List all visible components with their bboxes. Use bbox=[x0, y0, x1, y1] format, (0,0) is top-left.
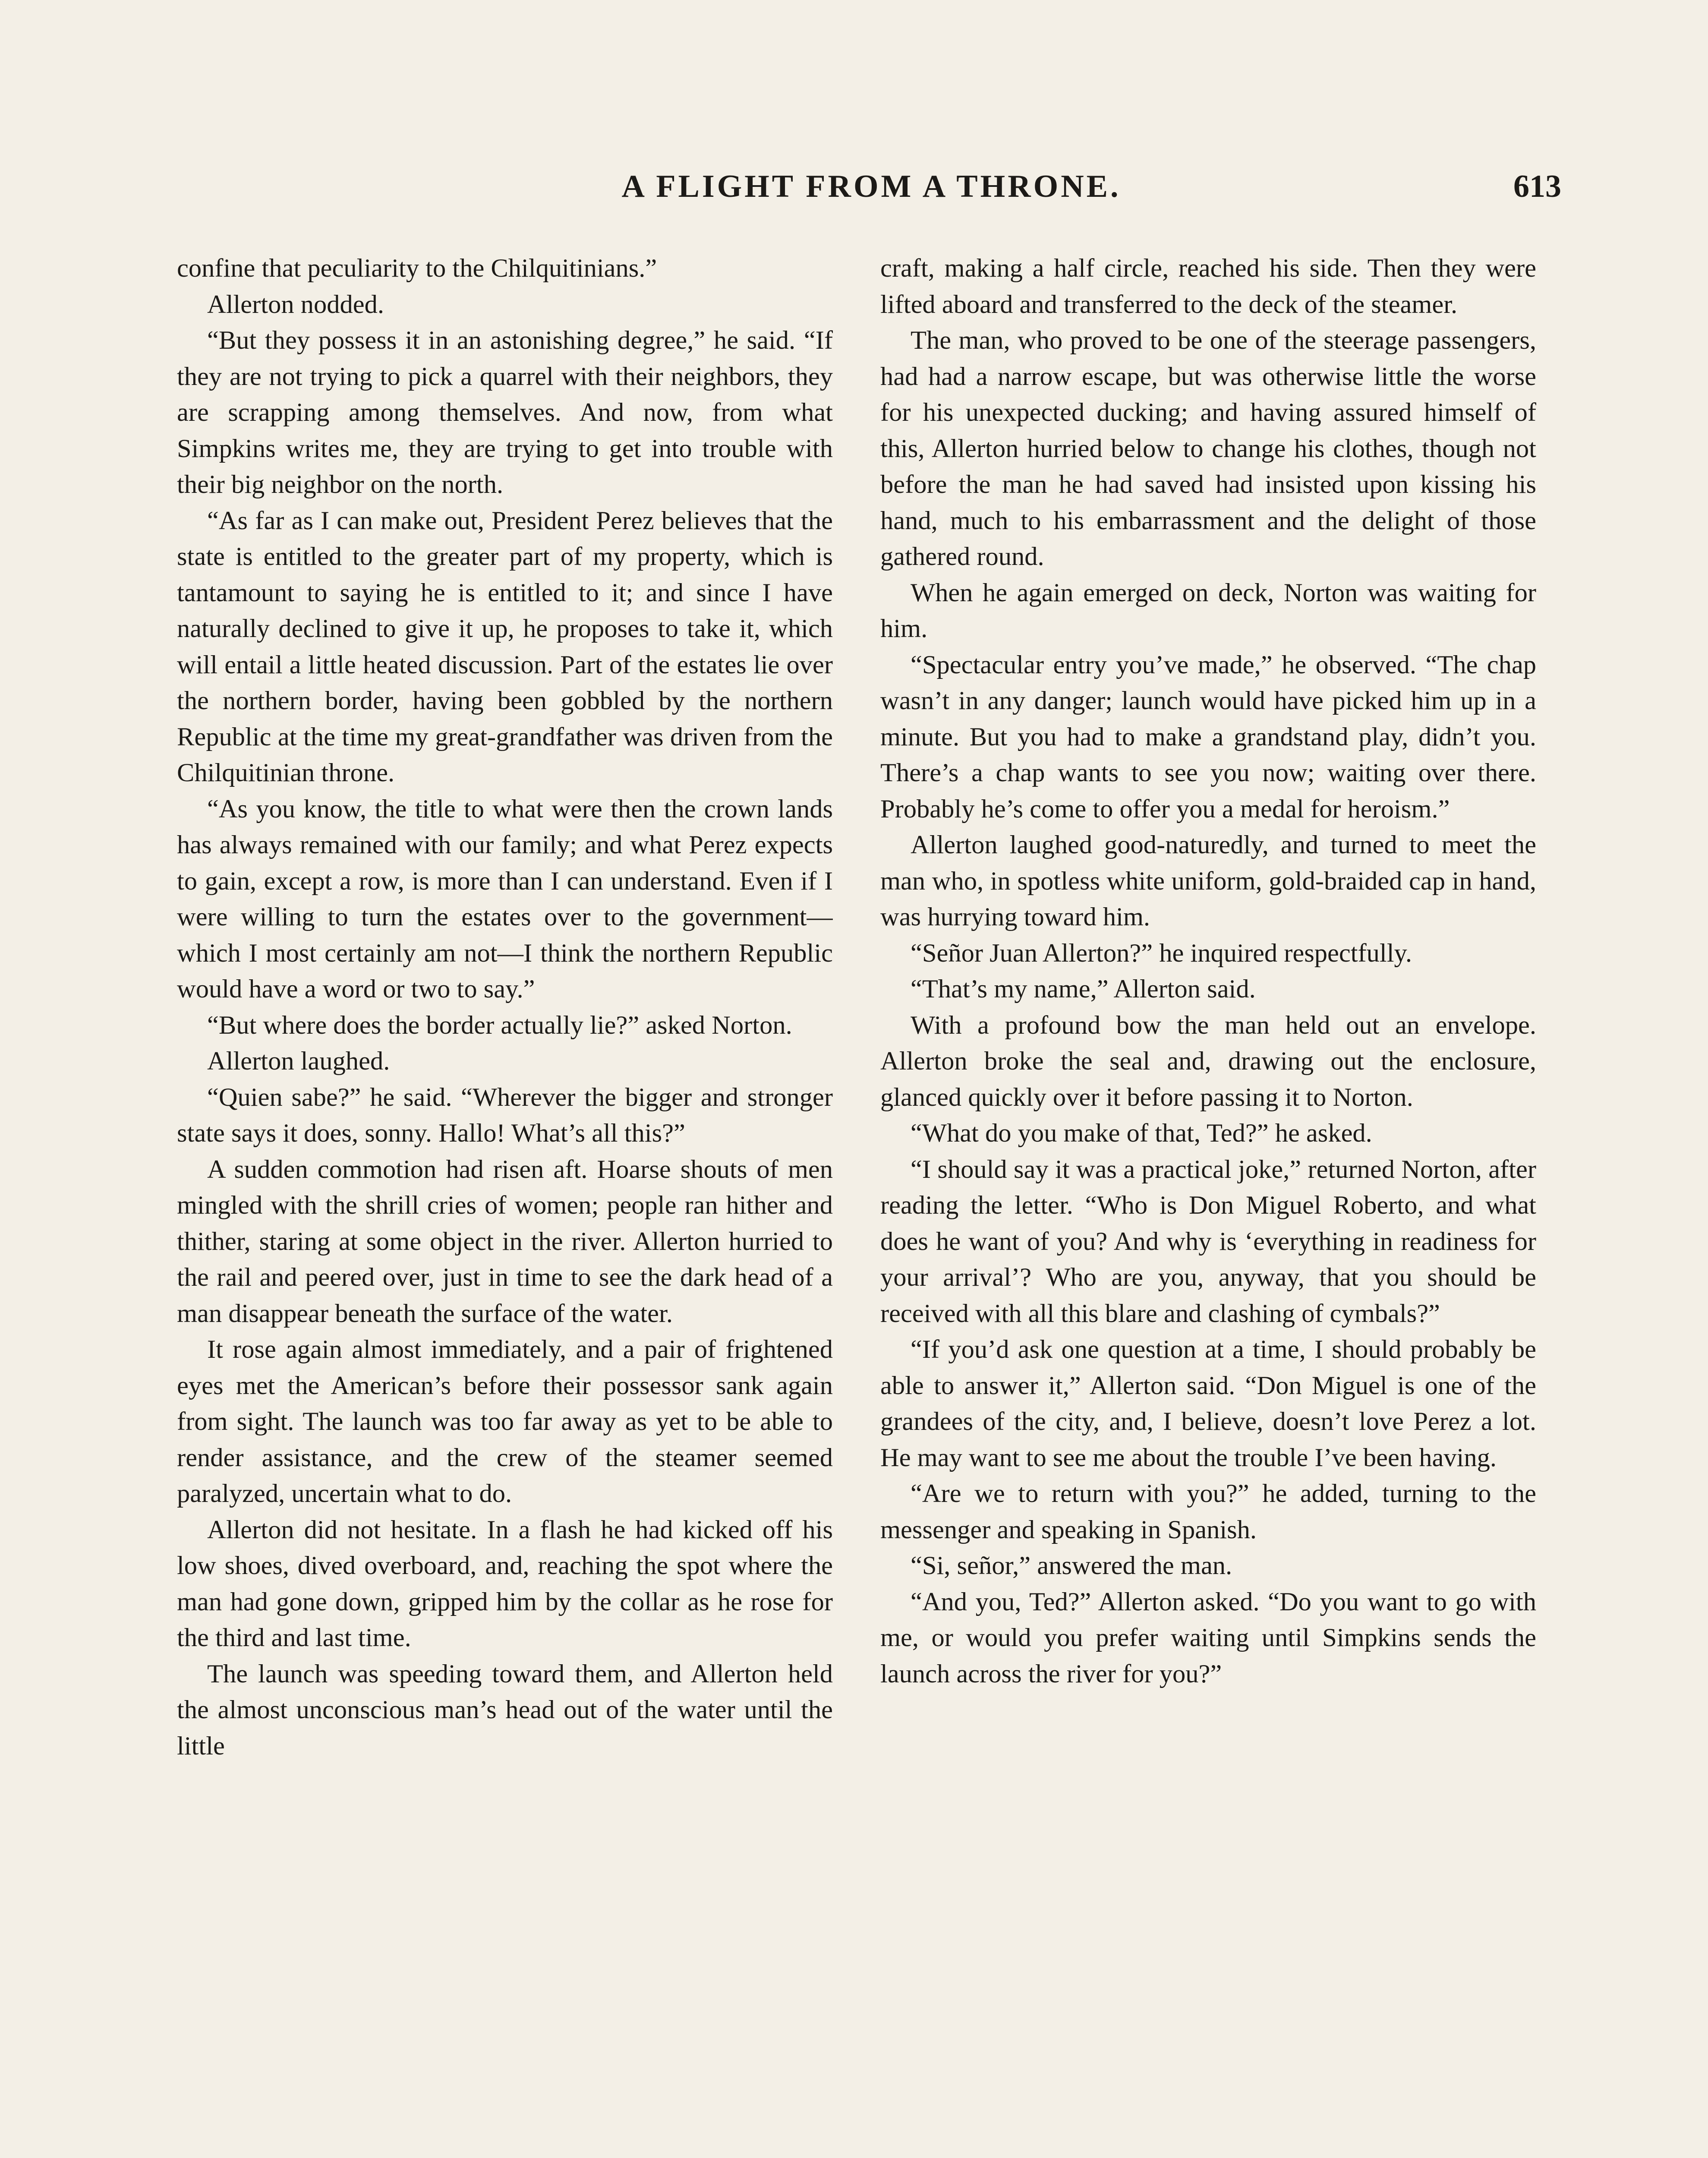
paragraph: “That’s my name,” Allerton said. bbox=[911, 975, 1256, 1003]
page-number: 613 bbox=[1513, 169, 1561, 204]
left-text-column bbox=[177, 250, 833, 2158]
right-text-column bbox=[880, 250, 1536, 2158]
paragraph: When he again emerged on deck, Norton was waiting for him. bbox=[880, 578, 1536, 643]
running-title: A FLIGHT FROM A THRONE. bbox=[621, 169, 1121, 204]
paragraph: “Si, señor,” answered the man. bbox=[911, 1551, 1232, 1580]
paragraph: With a profound bow the man held out an envelope. Allerton broke the seal and, drawing out the enclosure, glanced quickly over it before passing it to Norton. bbox=[880, 1010, 1536, 1112]
paragraph: “But they possess it in an astonishing degree,” he said. “If they are not trying to pick a quarrel with their neighbors, they are scrapping among themselves. And now, from what Simpkins writes me, they are trying to get into trouble with their big neighbor on the north. bbox=[177, 326, 833, 499]
paragraph: “Are we to return with you?” he added, turning to the messenger and speaking in Spanish. bbox=[880, 1479, 1536, 1544]
paragraph: confine that peculiarity to the Chilquitinians.” bbox=[177, 254, 657, 283]
paragraph: “I should say it was a practical joke,” returned Norton, after reading the letter. “Who is Don Miguel Roberto, and what does he want of you? And why is ‘everything in readiness for your arrival’? Who are you, anyway, that you should be received with all this blare and clashing of cymbals?” bbox=[880, 1155, 1536, 1328]
paragraph: Allerton laughed. bbox=[207, 1047, 390, 1076]
paragraph: It rose again almost immediately, and a pair of frightened eyes met the American’s before their possessor sank again from sight. The launch was too far away as yet to be able to render assistance, and the crew of the steamer seemed paralyzed, uncertain what to do. bbox=[177, 1335, 833, 1508]
paragraph: “Spectacular entry you’ve made,” he observed. “The chap wasn’t in any danger; launch would have picked him up in a minute. But you had to make a grandstand play, didn’t you. There’s a chap wants to see you now; waiting over there. Probably he’s come to offer you a medal for heroism.” bbox=[880, 650, 1536, 823]
paragraph: Allerton nodded. bbox=[207, 290, 384, 319]
paragraph: “Señor Juan Allerton?” he inquired respectfully. bbox=[911, 938, 1412, 968]
paragraph: “But where does the border actually lie?” asked Norton. bbox=[207, 1010, 792, 1040]
paragraph: “And you, Ted?” Allerton asked. “Do you want to go with me, or would you prefer waiting until Simpkins sends the launch across the river for you?” bbox=[880, 1587, 1536, 1688]
paragraph: “If you’d ask one question at a time, I should probably be able to answer it,” Allerton said. “Don Miguel is one of the grandees of the city, and, I believe, doesn’t love Perez a lot. He may want to see me about the trouble I’ve been having. bbox=[880, 1335, 1536, 1472]
paragraph: “As far as I can make out, President Perez believes that the state is entitled to the greater part of my property, which is tantamount to saying he is entitled to it; and since I have naturally declined to give it up, he proposes to take it, which will entail a little heated discussion. Part of the estates lie over the northern border, having been gobbled by the northern Republic at the time my great-grandfather was driven from the Chilquitinian throne. bbox=[177, 506, 833, 787]
paragraph: “Quien sabe?” he said. “Wherever the bigger and stronger state says it does, sonny. Hallo! What’s all this?” bbox=[177, 1082, 833, 1148]
running-head bbox=[181, 168, 1561, 216]
paragraph: Allerton laughed good-naturedly, and turned to meet the man who, in spotless white uniform, gold-braided cap in hand, was hurrying toward him. bbox=[880, 830, 1536, 931]
paragraph: The man, who proved to be one of the steerage passengers, had had a narrow escape, but was otherwise little the worse for his unexpected ducking; and having assured himself of this, Allerton hurried below to change his clothes, though not before the man he had saved had insisted upon kissing his hand, much to his embarrassment and the delight of those gathered round. bbox=[880, 326, 1536, 571]
paragraph: The launch was speeding toward them, and Allerton held the almost unconscious man’s head out of the water until the little bbox=[177, 1659, 833, 1760]
paragraph: Allerton did not hesitate. In a flash he had kicked off his low shoes, dived overboard, and, reaching the spot where the man had gone down, gripped him by the collar as he rose for the third and last time. bbox=[177, 1515, 833, 1652]
paragraph: “What do you make of that, Ted?” he asked. bbox=[911, 1119, 1372, 1148]
paragraph: A sudden commotion had risen aft. Hoarse shouts of men mingled with the shrill cries of women; people ran hither and thither, staring at some object in the river. Allerton hurried to the rail and peered over, just in time to see the dark head of a man disappear beneath the surface of the water. bbox=[177, 1155, 833, 1328]
paragraph: “As you know, the title to what were then the crown lands has always remained with our family; and what Perez expects to gain, except a row, is more than I can understand. Even if I were willing to turn the estates over to the government—which I most certainly am not—I think the northern Republic would have a word or two to say.” bbox=[177, 794, 833, 1003]
paragraph: craft, making a half circle, reached his side. Then they were lifted aboard and transferred to the deck of the steamer. bbox=[880, 254, 1536, 319]
